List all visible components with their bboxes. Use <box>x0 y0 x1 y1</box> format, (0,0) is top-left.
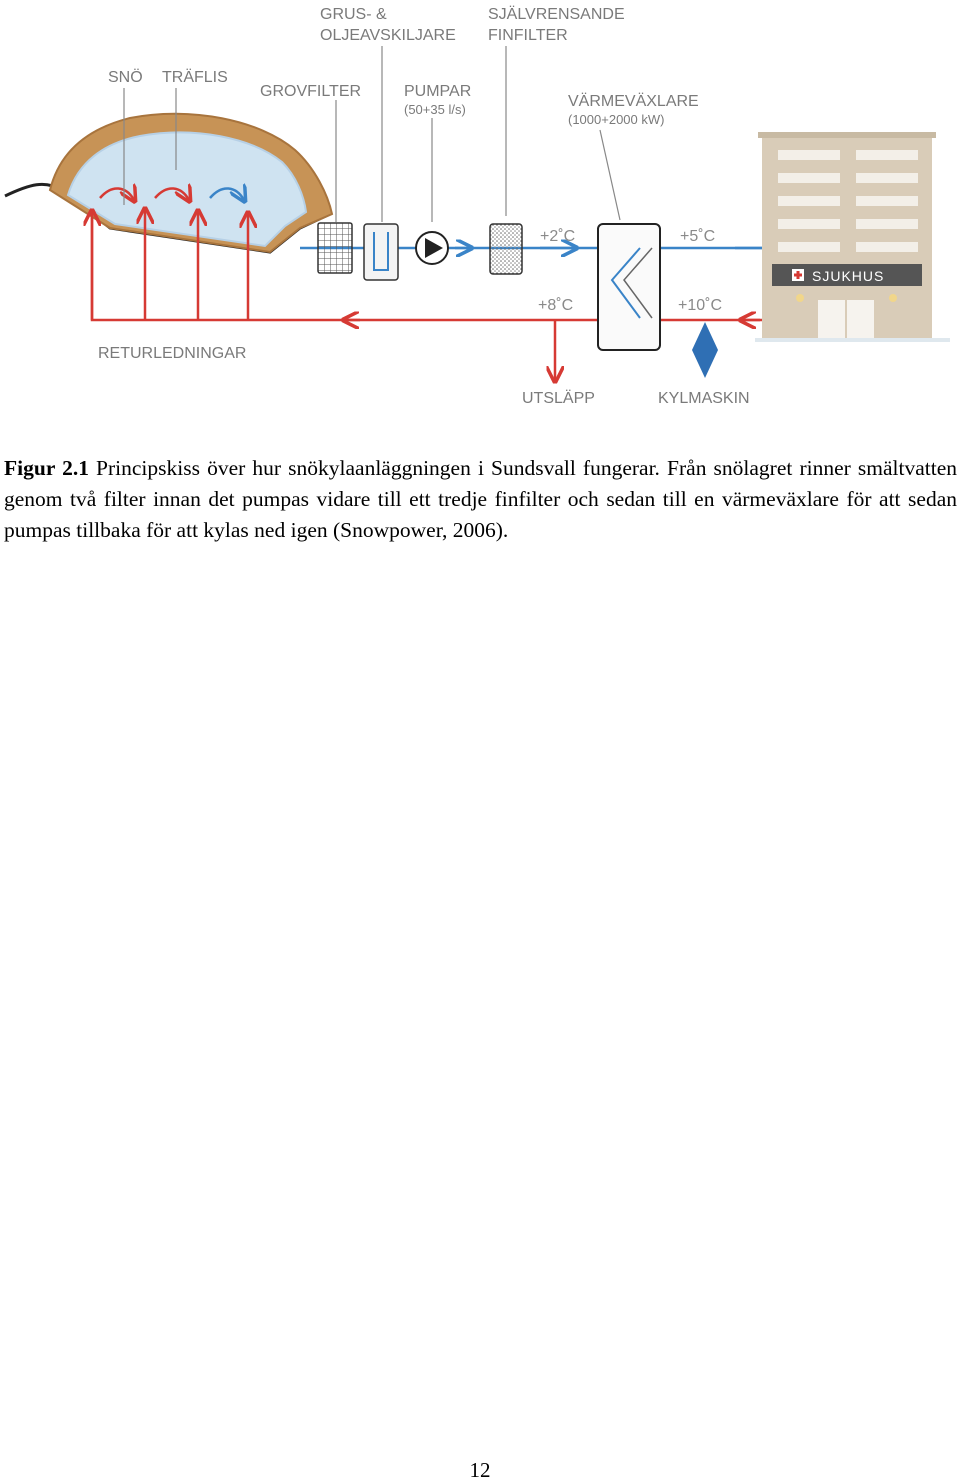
hospital-building <box>755 132 950 342</box>
fine-filter <box>490 224 522 274</box>
label-returledningar: RETURLEDNINGAR <box>98 345 247 362</box>
label-pumpar: PUMPAR <box>404 83 472 100</box>
caption-label: Figur 2.1 <box>4 456 89 480</box>
heat-exchanger <box>598 224 660 350</box>
caption-text: Principskiss över hur snökylaanläggningen i Sundsvall fungerar. Från snölagret rinner smältvatten genom två filter innan det pumpas vidare till ett tredje finfilter och sedan till en värmeväxlare för att sedan pumpas tillbaka för att kylas ned igen (Snowpower, 2006). <box>4 456 957 542</box>
hospital-sign: SJUKHUS <box>812 268 885 284</box>
label-sjalvrensande: SJÄLVRENSANDE <box>488 6 625 23</box>
label-kylmaskin: KYLMASKIN <box>658 390 750 407</box>
label-finfilter: FINFILTER <box>488 27 568 44</box>
snow-cooling-diagram <box>0 0 960 415</box>
chiller-icon <box>692 322 718 378</box>
label-traflis: TRÄFLIS <box>162 69 228 86</box>
temp-cold-out: +2˚C <box>540 228 576 245</box>
figure-caption <box>4 453 957 546</box>
page-number: 12 <box>469 1458 491 1482</box>
label-oljeavskiljare: OLJEAVSKILJARE <box>320 27 456 44</box>
temp-warm-in: +10˚C <box>678 297 723 314</box>
label-grovfilter: GROVFILTER <box>260 83 362 100</box>
label-grus: GRUS- & <box>320 6 387 23</box>
temp-warm-out: +8˚C <box>538 297 574 314</box>
label-utslapp: UTSLÄPP <box>522 390 595 407</box>
label-pump-flow: (50+35 l/s) <box>404 102 466 117</box>
label-sno: SNÖ <box>108 69 143 86</box>
pump-icon <box>416 232 448 264</box>
temp-cold-return: +5˚C <box>680 228 716 245</box>
coarse-filter <box>318 223 352 273</box>
oil-separator <box>364 224 398 280</box>
label-exchanger-power: (1000+2000 kW) <box>568 112 665 127</box>
label-varmevaxlare: VÄRMEVÄXLARE <box>568 93 699 110</box>
